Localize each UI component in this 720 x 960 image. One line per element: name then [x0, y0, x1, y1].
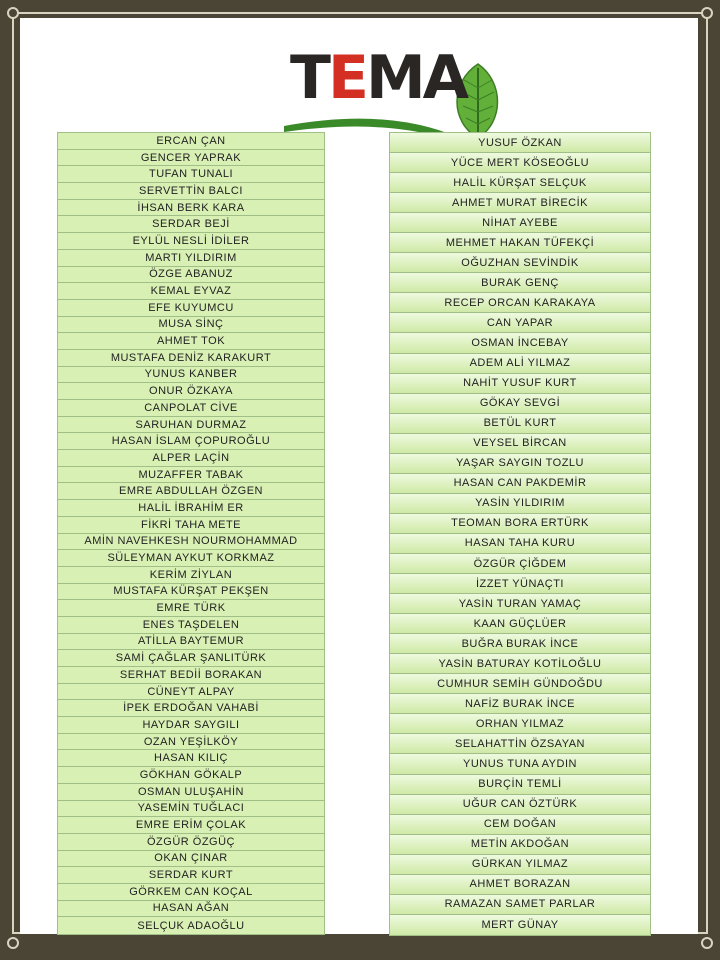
list-item: VEYSEL BİRCAN	[390, 434, 650, 454]
list-item: KERİM ZİYLAN	[58, 567, 324, 584]
list-item: BURAK GENÇ	[390, 273, 650, 293]
list-item: MUSA SİNÇ	[58, 317, 324, 334]
list-item: ERCAN ÇAN	[58, 133, 324, 150]
list-item: METİN AKDOĞAN	[390, 835, 650, 855]
list-item: HAYDAR SAYGILI	[58, 717, 324, 734]
list-item: ALPER LAÇİN	[58, 450, 324, 467]
list-item: YUNUS TUNA AYDIN	[390, 754, 650, 774]
list-item: ÖZGE ABANUZ	[58, 267, 324, 284]
list-item: AHMET TOK	[58, 333, 324, 350]
list-item: BUĞRA BURAK İNCE	[390, 634, 650, 654]
list-item: EMRE ABDULLAH ÖZGEN	[58, 483, 324, 500]
list-item: ATİLLA BAYTEMUR	[58, 634, 324, 651]
corner-ornament-bottom-right	[701, 937, 713, 949]
list-item: CUMHUR SEMİH GÜNDOĞDU	[390, 674, 650, 694]
list-item: HASAN İSLAM ÇOPUROĞLU	[58, 433, 324, 450]
list-item: SERVETTİN BALCI	[58, 183, 324, 200]
list-item: CEM DOĞAN	[390, 815, 650, 835]
list-item: HASAN AĞAN	[58, 901, 324, 918]
list-item: SARUHAN DURMAZ	[58, 417, 324, 434]
list-item: YÜCE MERT KÖSEOĞLU	[390, 153, 650, 173]
list-item: YUNUS KANBER	[58, 367, 324, 384]
list-item: RECEP ORCAN KARAKAYA	[390, 293, 650, 313]
list-item: EMRE TÜRK	[58, 600, 324, 617]
list-item: MUZAFFER TABAK	[58, 467, 324, 484]
list-item: MUSTAFA KÜRŞAT PEKŞEN	[58, 584, 324, 601]
list-item: FİKRİ TAHA METE	[58, 517, 324, 534]
list-item: SELÇUK ADAOĞLU	[137, 919, 245, 932]
logo-wordmark: TEMA	[290, 43, 467, 113]
list-item: CÜNEYT ALPAY	[58, 684, 324, 701]
list-item: SERHAT BEDİİ BORAKAN	[58, 667, 324, 684]
list-item: GENCER YAPRAK	[58, 150, 324, 167]
list-item: İZZET YÜNAÇTI	[390, 574, 650, 594]
list-item: ONUR ÖZKAYA	[58, 383, 324, 400]
list-item: GÖKHAN GÖKALP	[58, 767, 324, 784]
list-item: NİHAT AYEBE	[390, 213, 650, 233]
list-item: AHMET MURAT BİRECİK	[390, 193, 650, 213]
list-item: RAMAZAN SAMET PARLAR	[390, 895, 650, 915]
list-item: OĞUZHAN SEVİNDİK	[390, 253, 650, 273]
list-item: UĞUR CAN ÖZTÜRK	[390, 795, 650, 815]
list-item: SELAHATTİN ÖZSAYAN	[390, 734, 650, 754]
list-item: OSMAN İNCEBAY	[390, 333, 650, 353]
list-item: NAHİT YUSUF KURT	[390, 374, 650, 394]
corner-ornament-top-right	[701, 7, 713, 19]
list-item: YASEMİN TUĞLACI	[58, 801, 324, 818]
list-item: HASAN KILIÇ	[58, 750, 324, 767]
list-item: EMRE ERİM ÇOLAK	[58, 817, 324, 834]
list-item: ÖZGÜR ÖZGÜÇ	[58, 834, 324, 851]
list-item: YASİN BATURAY KOTİLOĞLU	[390, 654, 650, 674]
list-item: OZAN YEŞİLKÖY	[58, 734, 324, 751]
list-item: MEHMET HAKAN TÜFEKÇİ	[390, 233, 650, 253]
list-item: ENES TAŞDELEN	[58, 617, 324, 634]
list-item: YASİN TURAN YAMAÇ	[390, 594, 650, 614]
list-item: ADEM ALİ YILMAZ	[390, 354, 650, 374]
list-item: BETÜL KURT	[390, 414, 650, 434]
list-item: SERDAR KURT	[58, 867, 324, 884]
list-item: TEOMAN BORA ERTÜRK	[390, 514, 650, 534]
list-item: GÜRKAN YILMAZ	[390, 855, 650, 875]
list-item: MARTI YILDIRIM	[58, 250, 324, 267]
list-item: GÖRKEM CAN KOÇAL	[58, 884, 324, 901]
list-item: ORHAN YILMAZ	[390, 714, 650, 734]
list-item: YUSUF ÖZKAN	[390, 133, 650, 153]
list-item: TUFAN TUNALI	[58, 166, 324, 183]
list-item: OKAN ÇINAR	[58, 851, 324, 868]
list-item: KAAN GÜÇLÜER	[390, 614, 650, 634]
list-item: CANPOLAT CİVE	[58, 400, 324, 417]
corner-ornament-bottom-left	[7, 937, 19, 949]
list-item: SERDAR BEJİ	[58, 216, 324, 233]
document-page	[20, 18, 698, 934]
list-item: AMİN NAVEHKESH NOURMOHAMMAD	[58, 534, 324, 551]
list-item: GÖKAY SEVGİ	[390, 394, 650, 414]
list-item: EFE KUYUMCU	[58, 300, 324, 317]
list-item: EYLÜL NESLİ İDİLER	[58, 233, 324, 250]
list-item: YASİN YILDIRIM	[390, 494, 650, 514]
list-item: İPEK ERDOĞAN VAHABİ	[58, 700, 324, 717]
list-item: NAFİZ BURAK İNCE	[390, 694, 650, 714]
list-item: MERT GÜNAY	[390, 915, 650, 935]
corner-ornament-top-left	[7, 7, 19, 19]
list-item: SÜLEYMAN AYKUT KORKMAZ	[58, 550, 324, 567]
list-item: HASAN CAN PAKDEMİR	[390, 474, 650, 494]
list-item: KEMAL EYVAZ	[58, 283, 324, 300]
list-item: YAŞAR SAYGIN TOZLU	[390, 454, 650, 474]
list-item: İHSAN BERK KARA	[58, 200, 324, 217]
list-item: HASAN TAHA KURU	[390, 534, 650, 554]
list-item: AHMET BORAZAN	[390, 875, 650, 895]
name-list-left	[57, 132, 325, 935]
list-item: CAN YAPAR	[390, 313, 650, 333]
list-item: ÖZGÜR ÇİĞDEM	[390, 554, 650, 574]
list-item: OSMAN ULUŞAHİN	[58, 784, 324, 801]
list-item: MUSTAFA DENİZ KARAKURT	[58, 350, 324, 367]
name-list-right	[389, 132, 651, 936]
list-item: BURÇİN TEMLİ	[390, 775, 650, 795]
list-item: SAMİ ÇAĞLAR ŞANLITÜRK	[58, 650, 324, 667]
list-item: HALİL İBRAHİM ER	[58, 500, 324, 517]
list-item: HALİL KÜRŞAT SELÇUK	[390, 173, 650, 193]
